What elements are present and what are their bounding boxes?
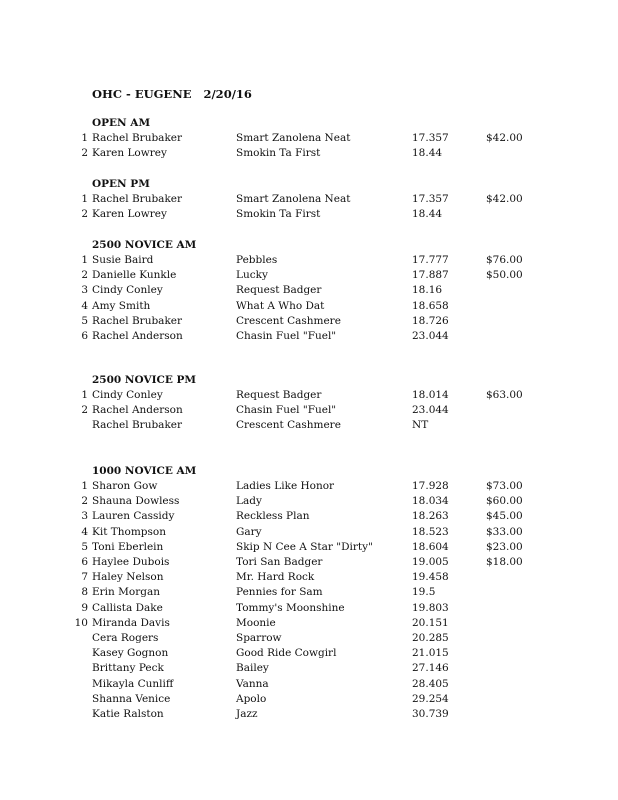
result-row (0, 707, 618, 722)
rider-cell: Sharon Gow (92, 480, 158, 492)
horse-cell: Lucky (236, 269, 268, 282)
result-row (0, 525, 618, 540)
result-row (0, 661, 618, 676)
place-cell: 2 (81, 269, 88, 282)
place-cell: 1 (81, 193, 88, 205)
rider-cell: Toni Eberlein (92, 540, 164, 553)
time-cell: 23.044 (412, 404, 449, 417)
horse-cell: Chasin Fuel "Fuel" (236, 330, 337, 342)
horse-cell: Request Badger (236, 389, 322, 401)
rider-cell: Susie Baird (92, 254, 154, 266)
time-cell: 19.458 (412, 571, 449, 584)
horse-cell: Lady (236, 495, 262, 508)
rider-cell: Shauna Dowless (92, 495, 180, 508)
result-row (0, 146, 618, 161)
horse-cell: Smart Zanolena Neat (236, 193, 351, 205)
horse-cell: Crescent Cashmere (236, 419, 341, 432)
rider-cell: Cindy Conley (92, 389, 163, 401)
result-row (0, 268, 618, 283)
rider-cell: Lauren Cassidy (92, 510, 175, 523)
horse-cell: Moonie (236, 616, 276, 629)
rider-cell: Brittany Peck (92, 662, 164, 675)
prize-cell: $63.00 (486, 389, 523, 401)
prize-cell: $42.00 (486, 132, 523, 144)
result-row (0, 418, 618, 433)
place-cell: 1 (81, 254, 88, 266)
rider-cell: Haley Nelson (92, 571, 164, 584)
rider-cell: Cindy Conley (92, 284, 163, 297)
horse-cell: Bailey (236, 662, 269, 675)
place-cell: 3 (81, 510, 88, 523)
rider-cell: Erin Morgan (92, 586, 160, 599)
horse-cell: What A Who Dat (236, 299, 325, 312)
rider-cell: Rachel Anderson (92, 330, 183, 342)
rider-cell: Mikayla Cunliff (92, 677, 174, 690)
rider-cell: Danielle Kunkle (92, 269, 177, 282)
time-cell: 27.146 (412, 662, 449, 675)
time-cell: 20.285 (412, 632, 449, 644)
time-cell: 18.726 (412, 314, 449, 327)
result-row (0, 616, 618, 631)
time-cell: 20.151 (412, 616, 449, 629)
result-row (0, 692, 618, 707)
section-heading: OPEN AM (92, 117, 151, 129)
horse-cell: Good Ride Cowgirl (236, 647, 337, 660)
section-heading: 2500 NOVICE AM (92, 239, 197, 251)
place-cell: 4 (81, 299, 88, 312)
place-cell: 2 (81, 208, 88, 221)
rider-cell: Shanna Venice (92, 692, 171, 705)
place-cell: 1 (81, 480, 88, 492)
time-cell: 28.405 (412, 677, 449, 690)
horse-cell: Reckless Plan (236, 510, 310, 523)
place-cell: 6 (81, 330, 88, 342)
horse-cell: Tori San Badger (236, 556, 323, 568)
rider-cell: Rachel Anderson (92, 404, 183, 417)
result-row (0, 207, 618, 222)
horse-cell: Smart Zanolena Neat (236, 132, 351, 144)
rider-cell: Rachel Brubaker (92, 132, 183, 144)
horse-cell: Pebbles (236, 254, 278, 266)
rider-cell: Katie Ralston (92, 708, 164, 720)
result-row (0, 494, 618, 509)
result-row (0, 509, 618, 524)
prize-cell: $42.00 (486, 193, 523, 205)
result-row (0, 131, 618, 146)
time-cell: NT (412, 419, 429, 432)
prize-cell: $33.00 (486, 525, 523, 538)
horse-cell: Smokin Ta First (236, 147, 321, 160)
rider-cell: Callista Dake (92, 601, 163, 614)
time-cell: 18.658 (412, 299, 449, 312)
time-cell: 18.263 (412, 510, 449, 523)
result-row (0, 479, 618, 494)
place-cell: 2 (81, 147, 88, 160)
place-cell: 2 (81, 404, 88, 417)
rider-cell: Kit Thompson (92, 525, 166, 538)
place-cell: 4 (81, 525, 88, 538)
rider-cell: Karen Lowrey (92, 147, 167, 160)
horse-cell: Crescent Cashmere (236, 314, 341, 327)
time-cell: 18.034 (412, 495, 449, 508)
horse-cell: Tommy's Moonshine (236, 601, 345, 614)
result-row (0, 570, 618, 585)
result-row (0, 192, 618, 207)
time-cell: 30.739 (412, 708, 449, 720)
horse-cell: Vanna (236, 677, 269, 690)
place-cell: 1 (81, 132, 88, 144)
horse-cell: Pennies for Sam (236, 586, 323, 599)
horse-cell: Smokin Ta First (236, 208, 321, 221)
rider-cell: Rachel Brubaker (92, 419, 183, 432)
rider-cell: Kasey Gognon (92, 647, 169, 660)
prize-cell: $50.00 (486, 269, 523, 282)
horse-cell: Apolo (236, 692, 267, 705)
place-cell: 6 (81, 556, 88, 568)
result-row (0, 299, 618, 314)
rider-cell: Karen Lowrey (92, 208, 167, 221)
prize-cell: $45.00 (486, 510, 523, 523)
rider-cell: Haylee Dubois (92, 556, 170, 568)
time-cell: 17.887 (412, 269, 449, 282)
rider-cell: Cera Rogers (92, 632, 159, 644)
place-cell: 5 (81, 540, 88, 553)
time-cell: 18.44 (412, 208, 443, 221)
page-title: OHC - EUGENE 2/20/16 (92, 87, 252, 101)
place-cell: 9 (81, 601, 88, 614)
horse-cell: Request Badger (236, 284, 322, 297)
result-row (0, 646, 618, 661)
result-row (0, 631, 618, 646)
place-cell: 2 (81, 495, 88, 508)
prize-cell: $23.00 (486, 540, 523, 553)
time-cell: 17.777 (412, 254, 449, 266)
result-row (0, 314, 618, 329)
time-cell: 19.803 (412, 601, 449, 614)
time-cell: 17.357 (412, 132, 449, 144)
result-row (0, 283, 618, 298)
time-cell: 19.005 (412, 556, 449, 568)
time-cell: 21.015 (412, 647, 449, 660)
prize-cell: $73.00 (486, 480, 523, 492)
time-cell: 19.5 (412, 586, 436, 599)
result-row (0, 540, 618, 555)
horse-cell: Sparrow (236, 632, 282, 644)
time-cell: 18.604 (412, 540, 449, 553)
result-row (0, 555, 618, 570)
result-row (0, 388, 618, 403)
prize-cell: $18.00 (486, 556, 523, 568)
time-cell: 18.523 (412, 525, 449, 538)
horse-cell: Skip N Cee A Star "Dirty" (236, 540, 373, 553)
horse-cell: Gary (236, 525, 262, 538)
horse-cell: Mr. Hard Rock (236, 571, 315, 584)
time-cell: 18.014 (412, 389, 449, 401)
result-row (0, 329, 618, 344)
section-heading: 1000 NOVICE AM (92, 465, 197, 477)
rider-cell: Amy Smith (92, 299, 151, 312)
place-cell: 3 (81, 284, 88, 297)
result-row (0, 253, 618, 268)
section-heading: OPEN PM (92, 178, 150, 190)
prize-cell: $76.00 (486, 254, 523, 266)
time-cell: 29.254 (412, 692, 449, 705)
place-cell: 8 (81, 586, 88, 599)
time-cell: 18.44 (412, 147, 443, 160)
place-cell: 1 (81, 389, 88, 401)
result-row (0, 585, 618, 600)
time-cell: 17.928 (412, 480, 449, 492)
time-cell: 23.044 (412, 330, 449, 342)
result-row (0, 403, 618, 418)
horse-cell: Chasin Fuel "Fuel" (236, 404, 337, 417)
result-row (0, 677, 618, 692)
time-cell: 17.357 (412, 193, 449, 205)
time-cell: 18.16 (412, 284, 443, 297)
horse-cell: Jazz (236, 708, 258, 720)
place-cell: 5 (81, 314, 88, 327)
rider-cell: Rachel Brubaker (92, 193, 183, 205)
rider-cell: Rachel Brubaker (92, 314, 183, 327)
prize-cell: $60.00 (486, 495, 523, 508)
rider-cell: Miranda Davis (92, 616, 170, 629)
horse-cell: Ladies Like Honor (236, 480, 335, 492)
place-cell: 7 (81, 571, 88, 584)
result-row (0, 601, 618, 616)
place-cell: 10 (74, 616, 88, 629)
section-heading: 2500 NOVICE PM (92, 374, 197, 386)
